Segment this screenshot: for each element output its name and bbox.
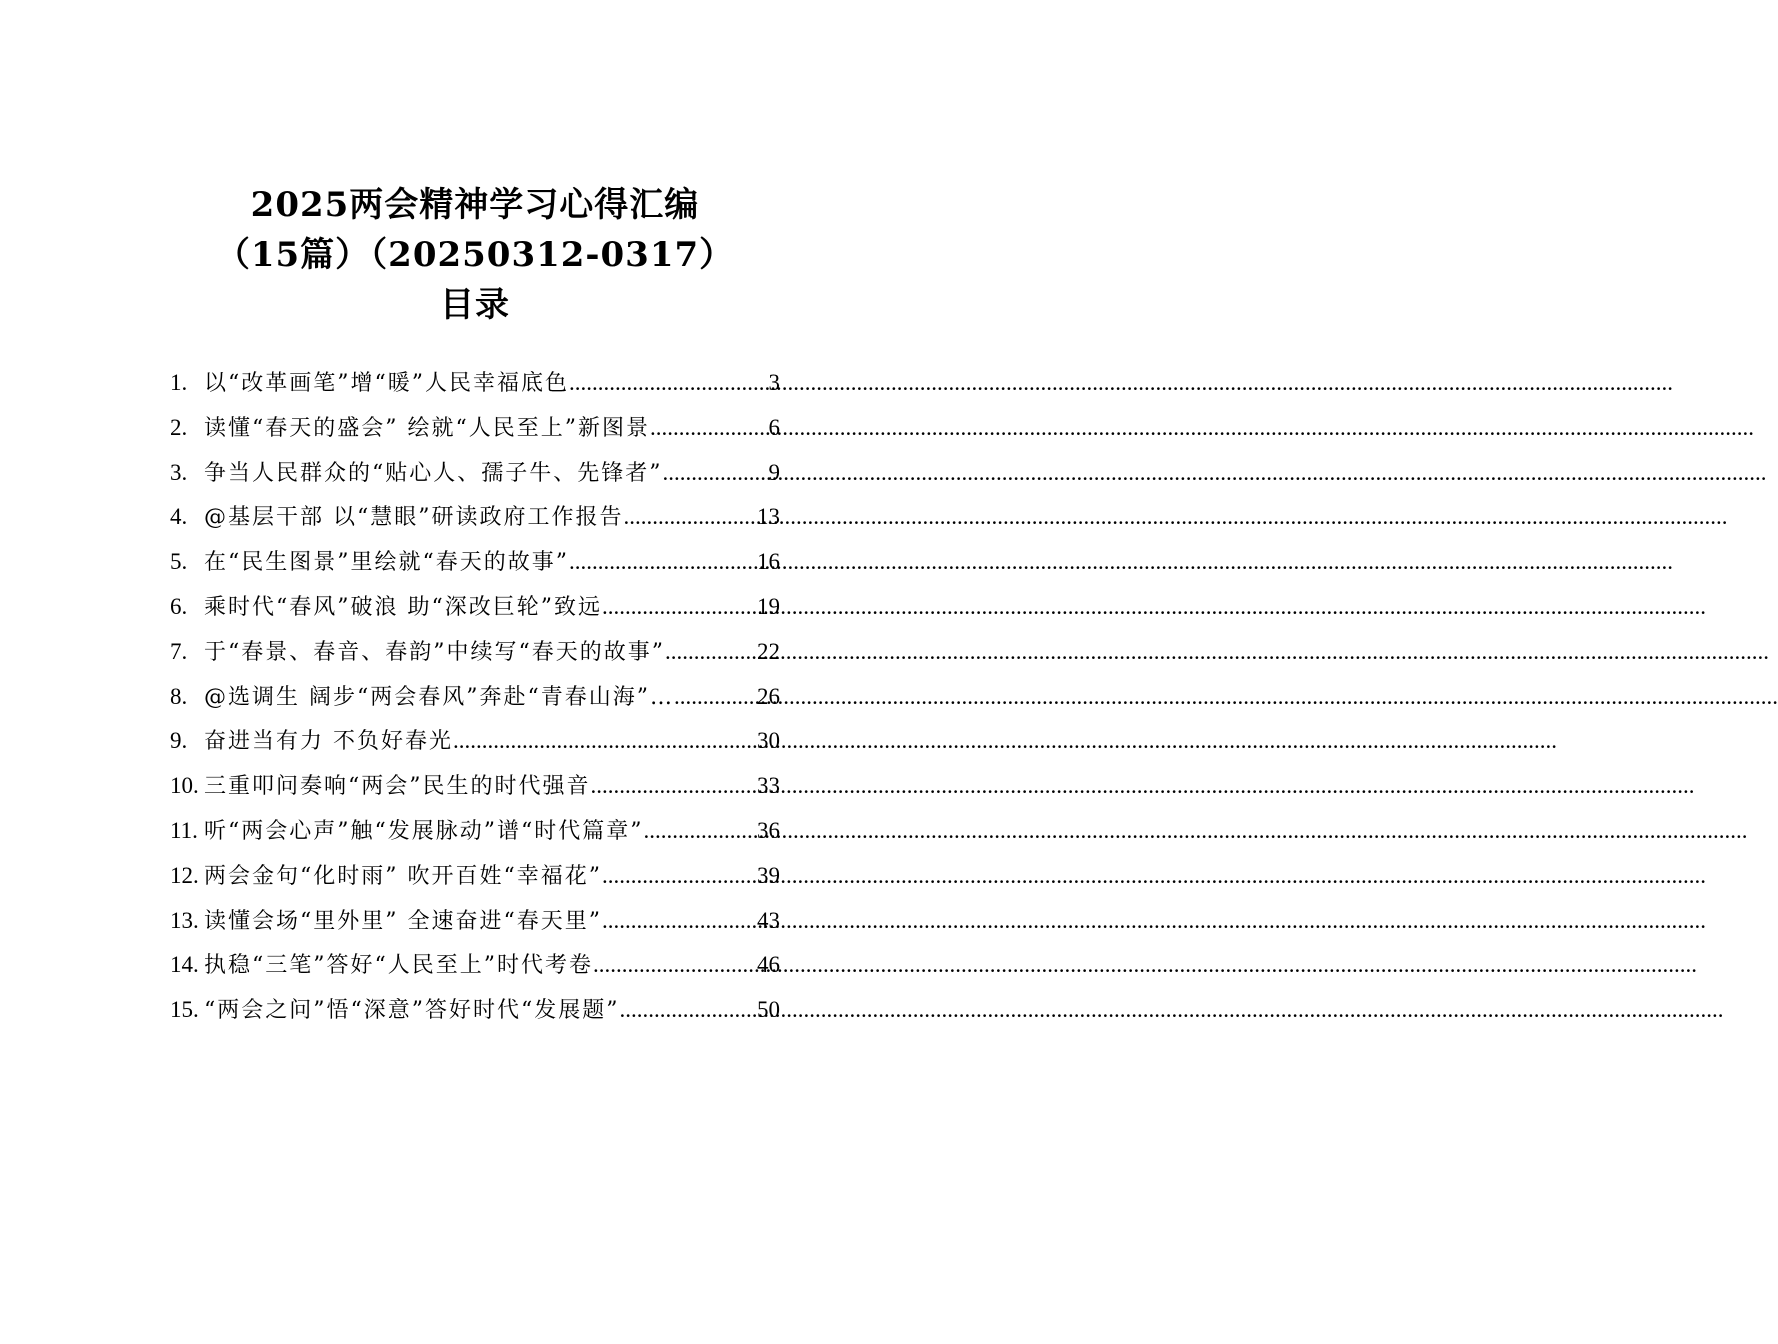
toc-entry-number: 10.	[170, 773, 199, 799]
toc-entry[interactable]	[170, 540, 780, 585]
toc-entry-number: 6.	[170, 593, 188, 619]
title-line-2: （15篇）（20250312-0317）	[215, 235, 735, 275]
toc-leader-dots	[602, 585, 757, 630]
toc-entry-title: 两会金句“化时雨” 吹开百姓“幸福花”	[204, 863, 602, 889]
toc-leader-dots	[569, 540, 757, 585]
toc-leader-dots	[643, 809, 757, 854]
toc-leader-dots	[624, 495, 758, 540]
toc-leader-dots	[665, 630, 757, 675]
toc-entry-page: 39	[757, 862, 780, 888]
toc-entry[interactable]	[170, 495, 780, 540]
toc-entry[interactable]	[170, 719, 780, 764]
toc-entry-title: 听“两会心声”触“发展脉动”谱“时代篇章”	[204, 818, 644, 844]
toc-entry-number: 1.	[170, 370, 188, 395]
toc-entry-title: 在“民生图景”里绘就“春天的故事”	[204, 550, 569, 576]
toc-entry[interactable]	[170, 988, 780, 1033]
toc-entry-page: 33	[757, 773, 780, 799]
toc-entry-title: 读懂“春天的盛会” 绘就“人民至上”新图景	[204, 415, 650, 441]
toc-leader-dots	[674, 675, 757, 720]
toc-entry-page: 13	[757, 504, 780, 530]
toc-entry-title: 争当人民群众的“贴心人、孺子牛、先锋者”	[204, 460, 663, 486]
toc-entry-number: 9.	[170, 728, 188, 754]
toc-heading: 目录	[440, 285, 510, 325]
toc-leader-dots	[602, 899, 757, 944]
toc-entry-page: 19	[757, 593, 780, 619]
toc-entry-number: 14.	[170, 952, 199, 978]
toc-entry-page: 30	[757, 728, 780, 754]
toc-entry[interactable]	[170, 809, 780, 854]
toc-entry-page: 6	[768, 414, 780, 440]
toc-entry-page: 43	[757, 907, 780, 933]
toc-leader-dots	[663, 451, 769, 496]
toc-leader-dots	[650, 406, 769, 451]
toc-entry-page: 9	[768, 459, 780, 485]
toc-leader-dots	[619, 988, 757, 1033]
toc-entry-page: 22	[757, 638, 780, 664]
toc-leader-dots	[593, 943, 757, 988]
toc-entry-number: 12.	[170, 862, 199, 888]
toc-entry-number: 13.	[170, 907, 199, 933]
toc-entry-number: 5.	[170, 549, 188, 575]
toc-leader-dots	[602, 854, 757, 899]
toc-entry-number: 2.	[170, 414, 188, 440]
toc-leader-dots	[453, 719, 757, 764]
toc-leader-dots	[569, 361, 769, 406]
toc-entry-title: 执稳“三笔”答好“人民至上”时代考卷	[204, 953, 593, 979]
toc-entry-number: 7.	[170, 638, 188, 664]
toc-entry-title: @选调生 阔步“两会春风”奔赴“青春山海”…	[204, 684, 674, 710]
toc-entry-page: 46	[757, 952, 780, 978]
toc-entry[interactable]	[170, 451, 780, 496]
toc-entry-page: 26	[757, 683, 780, 709]
toc-entry-title: 三重叩问奏响“两会”民生的时代强音	[204, 774, 591, 800]
toc-entry-number: 15.	[170, 997, 199, 1023]
toc-entry[interactable]	[170, 361, 780, 406]
toc-leader-dots	[591, 764, 758, 809]
toc-entry-title: 奋进当有力 不负好春光	[204, 729, 453, 755]
toc-entry-page: 50	[757, 997, 780, 1023]
toc-entry-title: 以“改革画笔”增“暖”人民幸福底色	[204, 371, 569, 396]
toc-entry-title: 读懂会场“里外里” 全速奋进“春天里”	[204, 908, 602, 934]
toc-entry-number: 3.	[170, 459, 188, 485]
toc-entry[interactable]	[170, 675, 780, 720]
toc-entry-title: @基层干部 以“慧眼”研读政府工作报告	[204, 505, 624, 531]
toc-entry-page: 16	[757, 549, 780, 575]
toc-entry[interactable]	[170, 764, 780, 809]
toc-entry-page: 36	[757, 817, 780, 843]
toc-entry-page: 3	[768, 370, 780, 395]
document-title	[0, 180, 950, 330]
table-of-contents	[170, 361, 780, 1033]
toc-entry[interactable]	[170, 585, 780, 630]
toc-entry[interactable]	[170, 943, 780, 988]
toc-entry-title: 乘时代“春风”破浪 助“深改巨轮”致远	[204, 594, 602, 620]
toc-entry-title: 于“春景、春音、春韵”中续写“春天的故事”	[204, 639, 665, 665]
toc-entry-number: 4.	[170, 504, 188, 530]
toc-entry[interactable]	[170, 406, 780, 451]
toc-entry-number: 8.	[170, 683, 188, 709]
toc-entry[interactable]	[170, 899, 780, 944]
toc-entry-number: 11.	[170, 817, 198, 843]
toc-entry[interactable]	[170, 630, 780, 675]
title-line-1: 2025两会精神学习心得汇编	[250, 185, 700, 225]
toc-entry[interactable]	[170, 854, 780, 899]
toc-entry-title: “两会之问”悟“深意”答好时代“发展题”	[204, 998, 620, 1024]
